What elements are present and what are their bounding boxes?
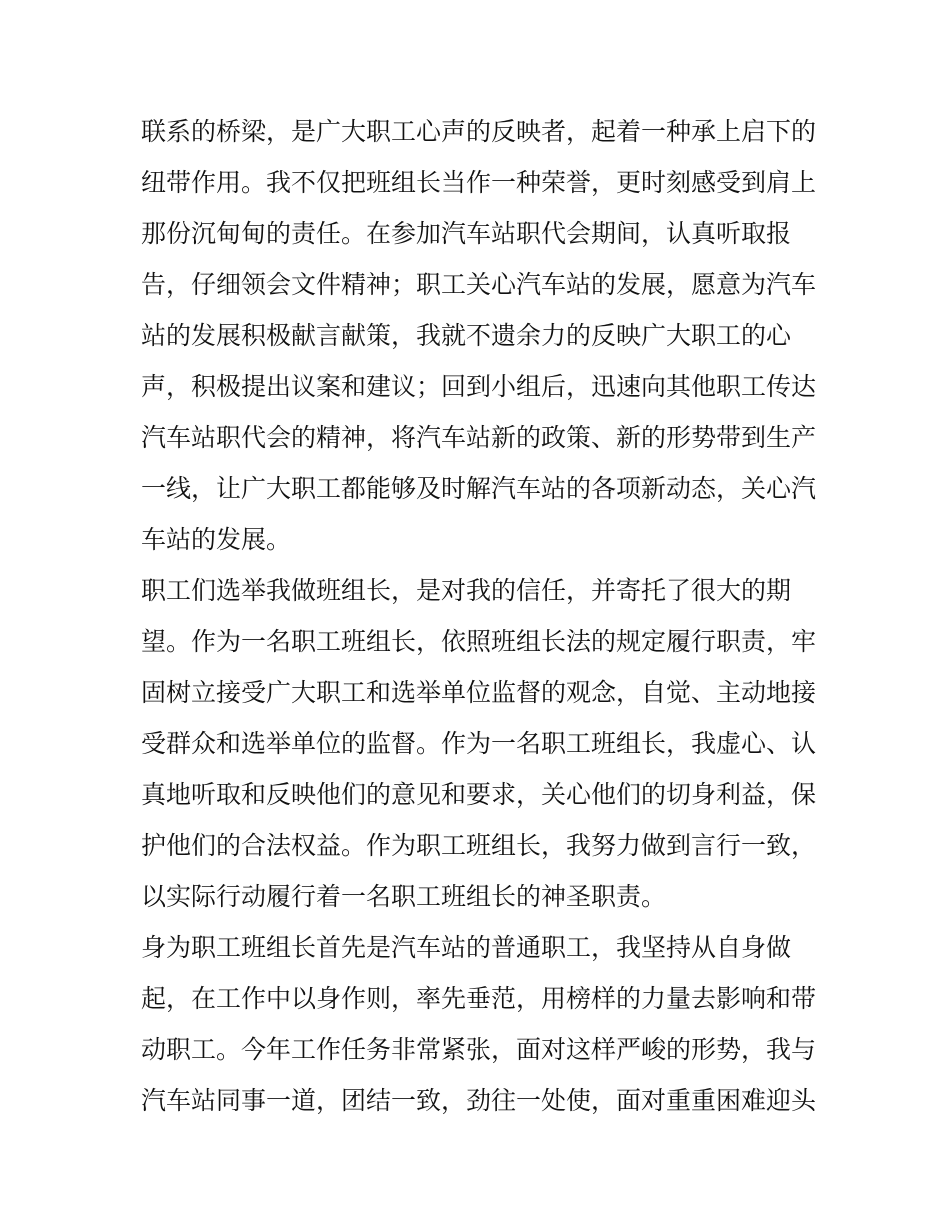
text-line: 身为职工班组长首先是汽车站的普通职工，我坚持从自身做 — [141, 933, 792, 962]
text-line: 起，在工作中以身作则，率先垂范，用榜样的力量去影响和带 — [141, 984, 817, 1013]
text-line: 告，仔细领会文件精神；职工关心汽车站的发展，愿意为汽车 — [141, 270, 817, 299]
text-line: 动职工。今年工作任务非常紧张，面对这样严峻的形势，我与 — [141, 1035, 817, 1064]
text-line: 那份沉甸甸的责任。在参加汽车站职代会期间，认真听取报 — [141, 219, 792, 248]
text-line: 护他们的合法权益。作为职工班组长，我努力做到言行一致， — [141, 831, 817, 860]
document-body — [141, 106, 821, 1126]
text-line: 受群众和选举单位的监督。作为一名职工班组长，我虚心、认 — [141, 729, 817, 758]
text-line: 望。作为一名职工班组长，依照班组长法的规定履行职责，牢 — [141, 627, 817, 656]
text-line: 固树立接受广大职工和选举单位监督的观念，自觉、主动地接 — [141, 678, 817, 707]
text-line: 纽带作用。我不仅把班组长当作一种荣誉，更时刻感受到肩上 — [141, 168, 817, 197]
text-line: 联系的桥梁，是广大职工心声的反映者，起着一种承上启下的 — [141, 117, 817, 146]
text-line: 站的发展积极献言献策，我就不遗余力的反映广大职工的心 — [141, 321, 792, 350]
text-line: 真地听取和反映他们的意见和要求，关心他们的切身利益，保 — [141, 780, 817, 809]
text-line: 汽车站同事一道，团结一致，劲往一处使，面对重重困难迎头 — [141, 1086, 817, 1115]
text-line: 职工们选举我做班组长，是对我的信任，并寄托了很大的期 — [141, 576, 792, 605]
text-line: 汽车站职代会的精神，将汽车站新的政策、新的形势带到生产 — [141, 423, 817, 452]
text-line: 声，积极提出议案和建议；回到小组后，迅速向其他职工传达 — [141, 372, 817, 401]
text-line: 以实际行动履行着一名职工班组长的神圣职责。 — [141, 882, 667, 911]
text-line: 车站的发展。 — [141, 525, 292, 554]
text-line: 一线，让广大职工都能够及时解汽车站的各项新动态，关心汽 — [141, 474, 817, 503]
